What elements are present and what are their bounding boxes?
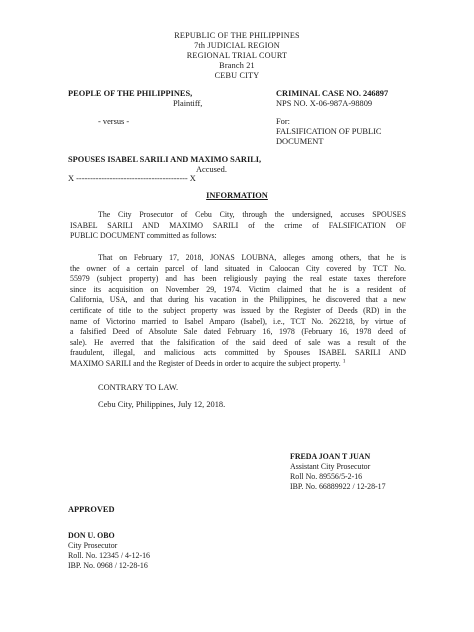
plaintiff-role: Plaintiff, [173,99,203,108]
paragraph-line: since its acquisition on November 29, 1974. Victim claimed that he is a resident of [70,284,406,294]
offense-line-1: FALSIFICATION OF PUBLIC [276,127,382,136]
header-city: CEBU CITY [214,71,260,80]
paragraph-line: fraudulent, illegal, and malicious acts committed by Spouses ISABEL SARILI AND [70,348,406,358]
header-court: REGIONAL TRIAL COURT [186,51,288,60]
nps-number: NPS NO. X-06-987A-98809 [276,99,373,108]
paragraph-line-final [70,359,406,370]
paragraph-line: California, USA, and that during his vacation in the Philippines, he discovered that a new [70,295,406,305]
header-republic: REPUBLIC OF THE PHILIPPINES [174,31,300,40]
approved-label: APPROVED [68,505,115,514]
versus-label: - versus - [98,117,130,126]
case-number: CRIMINAL CASE NO. 246897 [276,89,389,98]
paragraph-line: PUBLIC DOCUMENT committed as follows: [70,231,217,241]
accused-name: SPOUSES ISABEL SARILI AND MAXIMO SARILI, [68,155,262,164]
signatory-title: Assistant City Prosecutor [290,462,371,471]
approver-name: DON U. OBO [68,531,115,540]
plaintiff-name: PEOPLE OF THE PHILIPPINES, [68,89,193,98]
place-and-date: Cebu City, Philippines, July 12, 2018. [98,400,226,409]
paragraph-line: sale). He averred that the falsification of the said deed of sale was a result of the [70,337,406,347]
footnote-marker: 1 [342,358,346,365]
paragraph-line: certificate of title to the subject property was issued by the Register of Deeds (RD) in the [70,305,406,315]
signatory-name: FREDA JOAN T JUAN [290,452,371,461]
paragraph-line-text: MAXIMO SARILI and the Register of Deeds in order to acquire the subject property. [70,358,341,368]
paragraph-line: ISABEL SARILI AND MAXIMO SARILI of the crime of FALSIFICATION OF [70,220,406,230]
signatory-roll: Roll No. 89556/5-2-16 [290,472,363,481]
approver-roll: Roll. No. 12345 / 4-12-16 [68,551,150,560]
paragraph-line: a falsified Deed of Absolute Sale dated February 16, 1978 (February 16, 1978 deed of [70,327,406,337]
paragraph-facts [70,253,406,370]
accused-role: Accused. [196,165,227,174]
paragraph-line: The City Prosecutor of Cebu City, through the undersigned, accuses SPOUSES [98,210,406,219]
approver-ibp: IBP. No. 0968 / 12-28-16 [68,561,148,570]
header-judicial-region: 7th JUDICIAL REGION [194,41,280,50]
contrary-to-law: CONTRARY TO LAW. [98,383,179,392]
paragraph-line: the owner of a certain parcel of land situated in Caloocan City covered by TCT No. [70,263,406,273]
paragraph-line: name of Victorino married to Isabel Amparo (Isabel), i.e., TCT No. 262218, by virtue of [70,316,406,326]
offense-line-2: DOCUMENT [276,137,324,146]
signatory-ibp: IBP. No. 66889922 / 12-28-17 [290,482,386,491]
document-title: INFORMATION [206,191,268,200]
caption-rule: X ---------------------------------------- X [68,174,196,183]
paragraph-line: That on February 17, 2018, JONAS LOUBNA, alleges among others, that he is [98,253,406,262]
header-branch: Branch 21 [219,61,255,70]
paragraph-line: 55979 (subject property) and has been religiously paying the real estate taxes therefore [70,274,406,284]
paragraph-accusation [70,210,406,242]
approver-title: City Prosecutor [68,541,118,550]
for-label: For: [276,117,290,126]
